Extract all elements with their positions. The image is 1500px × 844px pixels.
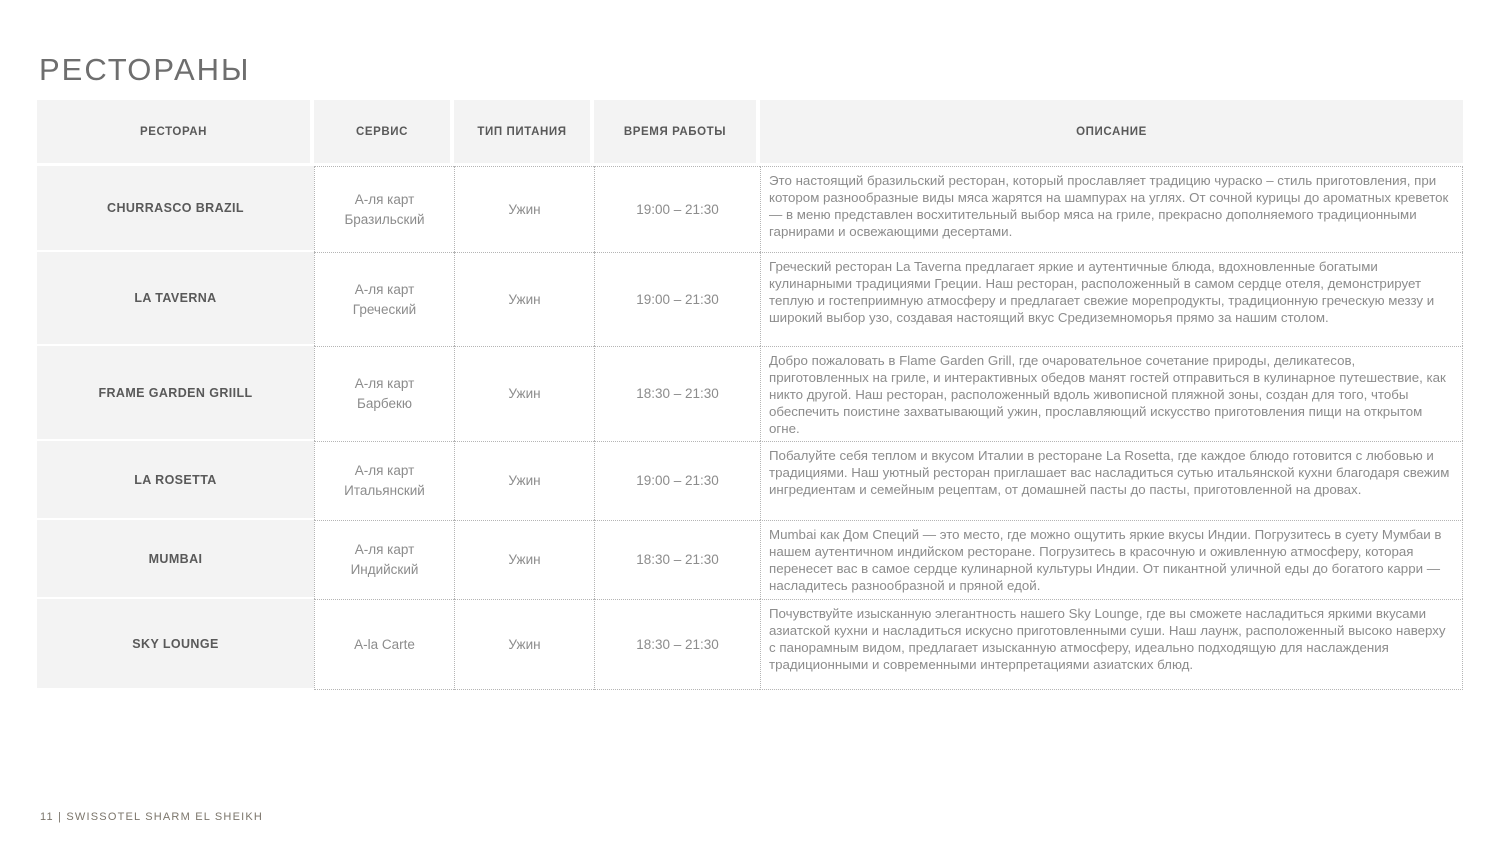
- description-cell: Почувствуйте изысканную элегантность нашего Sky Lounge, где вы сможете насладиться яркими вкусами азиатской кухни и насладиться искусно приготовленными суши. Наш лаунж, расположенный высоко наверху с панорамным видом, предлагает изысканную атмосферу, идеально подходящую для наслаждения традиционными и современными интерпретациями азиатских блюд.: [760, 599, 1463, 690]
- header-cell-service: СЕРВИС: [314, 100, 454, 166]
- restaurants-table: [37, 100, 1463, 690]
- hours-cell: 18:30 – 21:30: [594, 520, 760, 599]
- meal-type-cell: Ужин: [454, 520, 594, 599]
- service-line-1: A-la Carte: [354, 636, 415, 652]
- meal-type-cell: Ужин: [454, 441, 594, 520]
- restaurant-name: LA ROSETTA: [37, 441, 314, 520]
- service-line-1: А-ля карт: [354, 281, 415, 297]
- service-line-2: Барбекю: [357, 396, 412, 411]
- restaurant-name: FRAME GARDEN GRIILL: [37, 346, 314, 441]
- service-cell: [314, 346, 454, 441]
- restaurant-name: SKY LOUNGE: [37, 599, 314, 690]
- page-title: РЕСТОРАНЫ: [39, 52, 251, 87]
- meal-type-cell: Ужин: [454, 166, 594, 252]
- hours-cell: 19:00 – 21:30: [594, 441, 760, 520]
- service-line-2: Бразильский: [344, 211, 425, 227]
- service-line-1: А-ля карт: [354, 542, 415, 558]
- meal-type-cell: Ужин: [454, 346, 594, 441]
- hours-cell: 18:30 – 21:30: [594, 599, 760, 690]
- service-line-2: Итальянский: [344, 483, 425, 498]
- meal-type-cell: Ужин: [454, 599, 594, 690]
- header-cell-description: ОПИСАНИЕ: [760, 100, 1463, 166]
- service-line-1: А-ля карт: [354, 376, 415, 392]
- hours-cell: 19:00 – 21:30: [594, 252, 760, 346]
- hours-cell: 18:30 – 21:30: [594, 346, 760, 441]
- description-cell: Греческий ресторан La Taverna предлагает яркие и аутентичные блюда, вдохновленные богатыми кулинарными традициями Греции. Наш ресторан, расположенный в самом сердце отеля, демонстрирует теплую и гостеприимную атмосферу и предлагает свежие морепродукты, традиционную греческую меззу и широкий выбор узо, создавая настоящий вкус Средиземноморья прямо за нашим столом.: [760, 252, 1463, 346]
- service-line-2: Индийский: [350, 562, 419, 577]
- restaurant-name: LA TAVERNA: [37, 252, 314, 346]
- service-cell: [314, 520, 454, 599]
- description-cell: Побалуйте себя теплом и вкусом Италии в ресторане La Rosetta, где каждое блюдо готовится с любовью и традициями. Наш уютный ресторан приглашает вас насладиться сутью итальянской кухни благодаря свежим ингредиентам и семейным рецептам, от домашней пасты до пасты, приготовленной на дровах.: [760, 441, 1463, 520]
- description-cell: Это настоящий бразильский ресторан, который прославляет традицию чураско – стиль приготовления, при котором разнообразные виды мяса жарятся на шампурах на углях. От сочной курицы до ароматных креветок — в меню представлен восхитительный выбор мяса на гриле, прекрасно дополняемого традиционными гарнирами и освежающими десертами.: [760, 166, 1463, 252]
- description-cell: Добро пожаловать в Flame Garden Grill, где очаровательное сочетание природы, деликатесов, приготовленных на гриле, и интерактивных обедов манят гостей отправиться в кулинарное путешествие, как никто другой. Наш ресторан, расположенный вдоль живописной пляжной зоны, создан для того, чтобы обеспечить поистине захватывающий ужин, прославляющий искусство приготовления пищи на открытом огне.: [760, 346, 1463, 441]
- service-cell: [314, 166, 454, 252]
- service-line-2: Греческий: [352, 301, 417, 317]
- hours-cell: 19:00 – 21:30: [594, 166, 760, 252]
- service-line-1: А-ля карт: [354, 191, 415, 207]
- restaurant-name: CHURRASCO BRAZIL: [37, 166, 314, 252]
- header-cell-meal-type: ТИП ПИТАНИЯ: [454, 100, 594, 166]
- header-cell-restaurant: РЕСТОРАН: [37, 100, 314, 166]
- meal-type-cell: Ужин: [454, 252, 594, 346]
- service-cell: [314, 599, 454, 690]
- service-line-1: А-ля карт: [354, 463, 415, 479]
- header-cell-hours: ВРЕМЯ РАБОТЫ: [594, 100, 760, 166]
- restaurant-name: MUMBAI: [37, 520, 314, 599]
- service-cell: [314, 252, 454, 346]
- page-footer: 11 | SWISSOTEL SHARM EL SHEIKH: [40, 811, 264, 823]
- service-cell: [314, 441, 454, 520]
- description-cell: Mumbai как Дом Специй — это место, где можно ощутить яркие вкусы Индии. Погрузитесь в суету Мумбаи в нашем аутентичном индийском ресторане. Погрузитесь в красочную и оживленную атмосферу, которая перенесет вас в самое сердце кулинарной культуры Индии. От пикантной уличной еды до богатого карри — насладитесь разнообразной и пряной едой.: [760, 520, 1463, 599]
